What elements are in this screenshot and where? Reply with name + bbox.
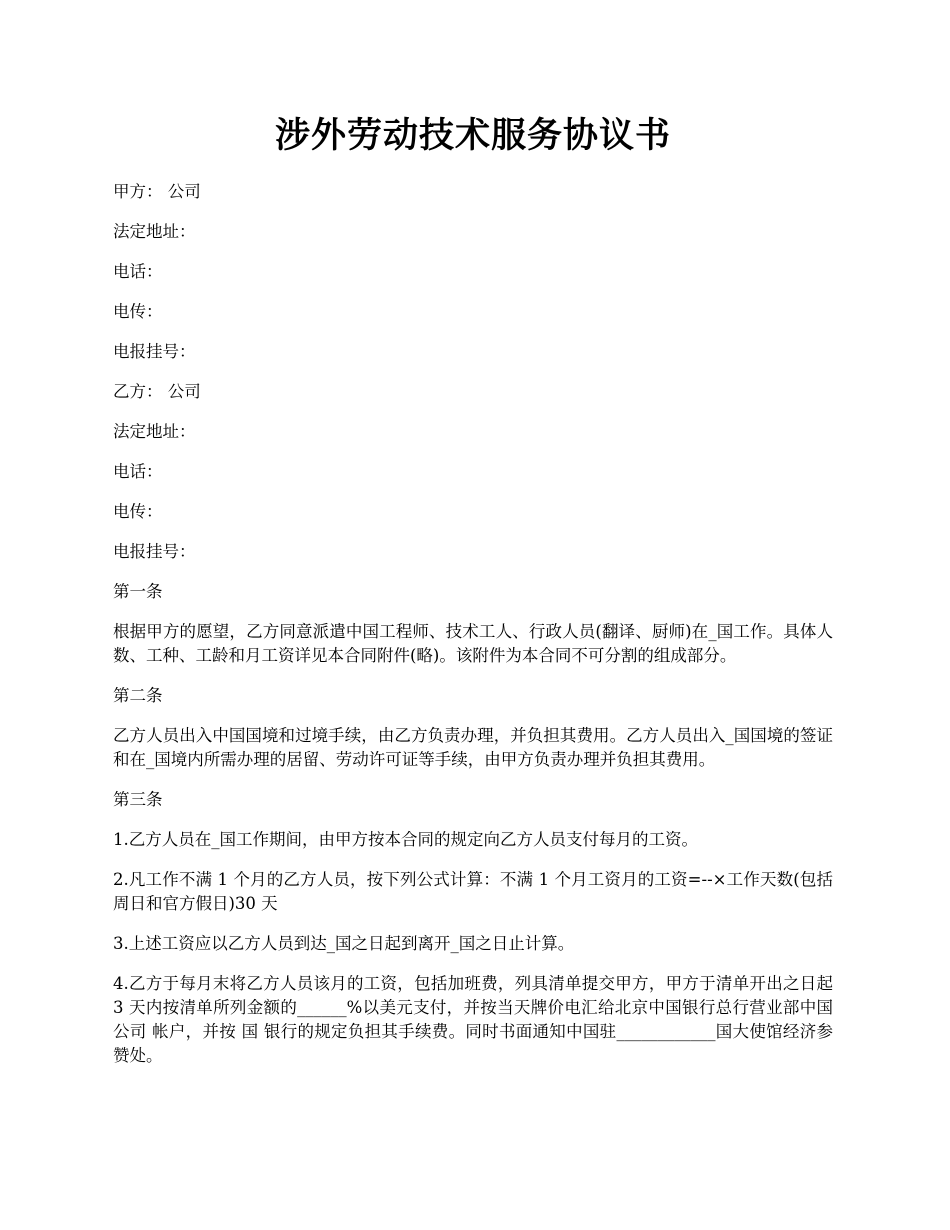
party-a-name: 甲方： 公司 xyxy=(113,182,201,201)
party-a-fax: 电传： xyxy=(113,302,163,321)
document-page xyxy=(113,0,833,1068)
article-3-item-1: 1.乙方人员在_国工作期间，由甲方按本合同的规定向乙方人员支付每月的工资。 xyxy=(113,830,698,849)
article-3-item-3: 3.上述工资应以乙方人员到达_国之日起到离开_国之日止计算。 xyxy=(113,934,575,953)
party-a-phone: 电话： xyxy=(113,262,163,281)
party-b-address: 法定地址： xyxy=(113,422,196,441)
party-a-address: 法定地址： xyxy=(113,222,196,241)
article-2 xyxy=(113,684,833,772)
party-b-cable: 电报挂号： xyxy=(113,542,196,561)
article-3-heading: 第三条 xyxy=(113,790,163,809)
party-b-name: 乙方： 公司 xyxy=(113,382,201,401)
party-a-block xyxy=(113,180,833,364)
article-2-heading: 第二条 xyxy=(113,686,163,705)
article-1 xyxy=(113,580,833,668)
party-a-cable: 电报挂号： xyxy=(113,342,196,361)
article-2-text: 乙方人员出入中国国境和过境手续，由乙方负责办理，并负担其费用。乙方人员出入_国国境的签证和在_国境内所需办理的居留、劳动许可证等手续，由甲方负责办理并负担其费用。 xyxy=(113,726,833,769)
party-b-fax: 电传： xyxy=(113,502,163,521)
article-1-text: 根据甲方的愿望，乙方同意派遣中国工程师、技术工人、行政人员(翻译、厨师)在_国工作。具体人数、工种、工龄和月工资详见本合同附件(略)。该附件为本合同不可分割的组成部分。 xyxy=(113,622,833,665)
article-3 xyxy=(113,788,833,1068)
document-title: 涉外劳动技术服务协议书 xyxy=(274,115,671,156)
article-3-item-4: 4.乙方于每月末将乙方人员该月的工资，包括加班费，列具清单提交甲方，甲方于清单开出之日起 3 天内按清单所列金额的______%以美元支付，并按当天牌价电汇给北京中国银行总行营业部中国 公司 帐户，并按 国 银行的规定负担其手续费。同时书面通知中国驻____________国大使馆经济参赞处。 xyxy=(113,974,833,1065)
party-b-block xyxy=(113,380,833,564)
article-3-item-2: 2.凡工作不满 1 个月的乙方人员，按下列公式计算：不满 1 个月工资月的工资=--×工作天数(包括周日和官方假日)30 天 xyxy=(113,870,833,913)
party-b-phone: 电话： xyxy=(113,462,163,481)
article-1-heading: 第一条 xyxy=(113,582,163,601)
